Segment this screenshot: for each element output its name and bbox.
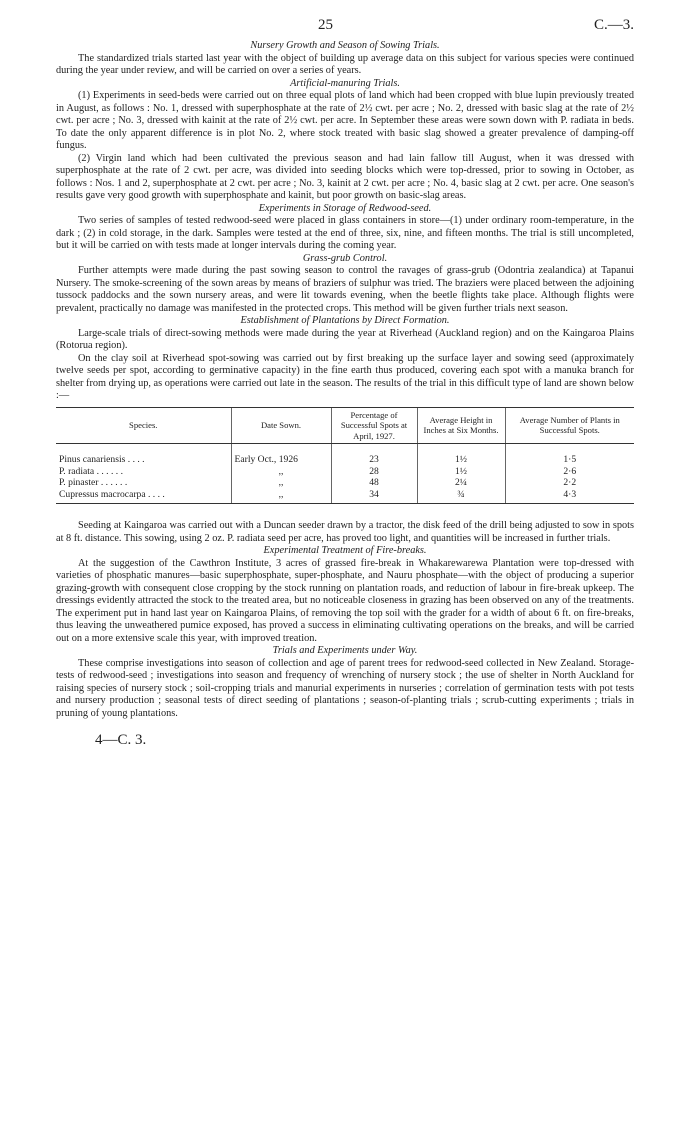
plants-cell: 1·5 (505, 454, 634, 466)
height-cell: 1½ (417, 454, 505, 466)
table-row (56, 477, 634, 489)
section-heading-direct-formation: Establishment of Plantations by Direct Formation. (240, 315, 450, 326)
species-cell (56, 489, 231, 504)
paragraph: (2) Virgin land which had been cultivated the previous season and had lain fallow till August, when it was dressed with superphosphate at the rate of 2 cwt. per acre, was divided into seeding blocks which were top-dressed, prior to sowing in October, as follows : Nos. 1 and 2, superphosphate at 2 cwt. per acre ; No. 3, kainit at 2 cwt. per acre ; No. 4, basic slag at 2 cwt. per acre. One season's results gave very good growth with superphosphate and kainit, but poor growth on basic-slag areas. (56, 152, 634, 201)
species-cell (56, 477, 231, 489)
table-header-row (56, 407, 634, 444)
section-heading-nursery-growth: Nursery Growth and Season of Sowing Trials. (250, 40, 440, 51)
plants-cell: 2·2 (505, 477, 634, 489)
section-heading-trials-under-way: Trials and Experiments under Way. (272, 645, 418, 656)
species-cell (56, 454, 231, 466)
paragraph: At the suggestion of the Cawthron Institute, 3 acres of grassed fire-break in Whakarewarewa Plantation were top-dressed with varieties of phosphatic manures—basic superphosphate, super-phosphate, and Nauru phosphate—with the object of producing a superior grazing-growth with consequent close cropping by the stock running on plantation roads, and reduction of labour in fire-break upkeep. The dressings evidently attracted the stock to the treated area, but no noticeable closeness in grazing has been observed on any of the treatments. The experiment put in hand last year on Kaingaroa Plains, of removing the top soil with the grader for a width of about 6 ft. on fire-breaks, thus leaving the unweathered pumice exposed, has proved a success in eliminating cultivating operations on the breaks, and will be carried out on a more extensive scale this year, with improved treation. (56, 557, 634, 644)
height-cell: 2¼ (417, 477, 505, 489)
percentage-cell: 28 (331, 466, 417, 478)
paragraph: On the clay soil at Riverhead spot-sowing was carried out by first breaking up the surface layer and sowing seed (approximately twelve seeds per spot, according to germinative capacity) in the fine earth thus produced, covering each spot with a manuka branch for shelter from drying up, as operations were carried out late in the season. The results of the trial in this difficult type of land are shown below :— (56, 352, 634, 401)
percentage-cell: 34 (331, 489, 417, 504)
document-page (56, 0, 634, 749)
species-name: Cupressus macrocarpa (59, 488, 146, 500)
column-header-species: Species. (56, 407, 231, 444)
leader-dots: . . . . (127, 454, 145, 465)
spacer (56, 504, 634, 520)
paragraph: These comprise investigations into season of collection and age of parent trees for redwood-seed collected in New Zealand. Storage-tests of redwood-seed ; investigations into season and frequency of wrenching of nursery stock ; the use of shelter in North Auckland for raising species of nursery stock ; soil-cropping trials and manurial experiments in nurseries ; correlation of germination tests with pot tests and nursery production ; seasonal tests of direct seeding of plantations ; season-of-planting trials ; scrub-cutting experiments ; trials in pruning of young plantations. (56, 657, 634, 719)
leader-dots: . . . . . . (100, 477, 128, 488)
date-cell: ,, (231, 489, 331, 504)
column-header-date: Date Sown. (231, 407, 331, 444)
section-heading-grass-grub: Grass-grub Control. (302, 252, 388, 264)
page-number: 25 (318, 17, 333, 33)
plants-cell: 2·6 (505, 466, 634, 478)
column-header-plants: Average Number of Plants in Successful Spots. (505, 407, 634, 444)
paragraph: (1) Experiments in seed-beds were carried out on three equal plots of land which had been cropped with blue lupin previously treated in August, as follows : No. 1, dressed with superphosphate at the rate of 2½ cwt. per acre ; No. 2, dressed with basic slag at the rate of 2½ cwt. per acre ; No. 3, dressed with kainit at the rate of 2½ cwt. per acre. In September these areas were sown down with P. radiata in beds. To date the only apparent difference is in plot No. 2, where stock treated with basic slag showed a greater prevalence of damping-off fungus. (56, 90, 634, 151)
percentage-cell: 48 (331, 477, 417, 489)
date-cell: ,, (231, 466, 331, 478)
page-header (56, 0, 634, 40)
date-cell: ,, (231, 477, 331, 489)
table-row (56, 454, 634, 466)
paragraph: Seeding at Kaingaroa was carried out with a Duncan seeder drawn by a tractor, the disk feed of the drill being adjusted to sow in spots at 8 ft. distance. This sowing, using 2 oz. P. radiata seed per acre, has proved too light, and quantities will be increased in further trials. (56, 520, 634, 544)
species-name: Pinus canariensis (59, 454, 126, 465)
leader-dots: . . . . (147, 488, 165, 500)
paragraph: The standardized trials started last year with the object of building up average data on this subject for various species were continued during the year under review, and will be carried on over a series of years. (56, 52, 634, 76)
column-header-height: Average Height in Inches at Six Months. (417, 407, 505, 444)
spacer-row (56, 444, 634, 455)
section-heading-fire-breaks: Experimental Treatment of Fire-breaks. (263, 545, 427, 556)
species-name: P. pinaster (59, 477, 99, 488)
height-cell: ¾ (417, 489, 505, 504)
height-cell: 1½ (417, 466, 505, 478)
section-heading-storage: Experiments in Storage of Redwood-seed. (258, 202, 432, 214)
species-name: P. radiata (59, 465, 95, 477)
percentage-cell: 23 (331, 454, 417, 466)
document-reference: C.—3. (593, 17, 634, 33)
species-cell (56, 466, 231, 478)
results-table (56, 407, 634, 505)
paragraph: Large-scale trials of direct-sowing methods were made during the year at Riverhead (Auckland region) and on the Kaingaroa Plains (Rotorua region). (56, 327, 634, 351)
paragraph: Further attempts were made during the past sowing season to control the ravages of grass-grub (Odontria zealandica) at Tapanui Nursery. The smoke-screening of the sown areas by means of braziers of sulphur was tried. The braziers were placed between the adjoining tussock paddocks and the sown nursery areas, and were lit towards evening, when the beetle flights take place. Although flights were prevalent, practically no damage was manifested in the protected crops. This method will be given further trials next season. (56, 265, 634, 314)
leader-dots: . . . . . . (96, 465, 123, 477)
date-cell: Early Oct., 1926 (231, 454, 331, 466)
column-header-percentage: Percentage of Successful Spots at April, 1927. (331, 407, 417, 444)
table-row (56, 489, 634, 504)
section-heading-artificial-manuring: Artificial-manuring Trials. (290, 77, 400, 89)
plants-cell: 4·3 (505, 489, 634, 504)
table-row (56, 466, 634, 478)
signature-mark: 4—C. 3. (95, 732, 147, 748)
paragraph: Two series of samples of tested redwood-seed were placed in glass containers in store—(1) under ordinary room-temperature, in the dark ; (2) in cold storage, in the dark. Samples were tested at the end of three, six, nine, and fifteen months. The trial is still uncompleted, but it will be carried on with tests made at longer intervals during the coming year. (56, 215, 634, 251)
